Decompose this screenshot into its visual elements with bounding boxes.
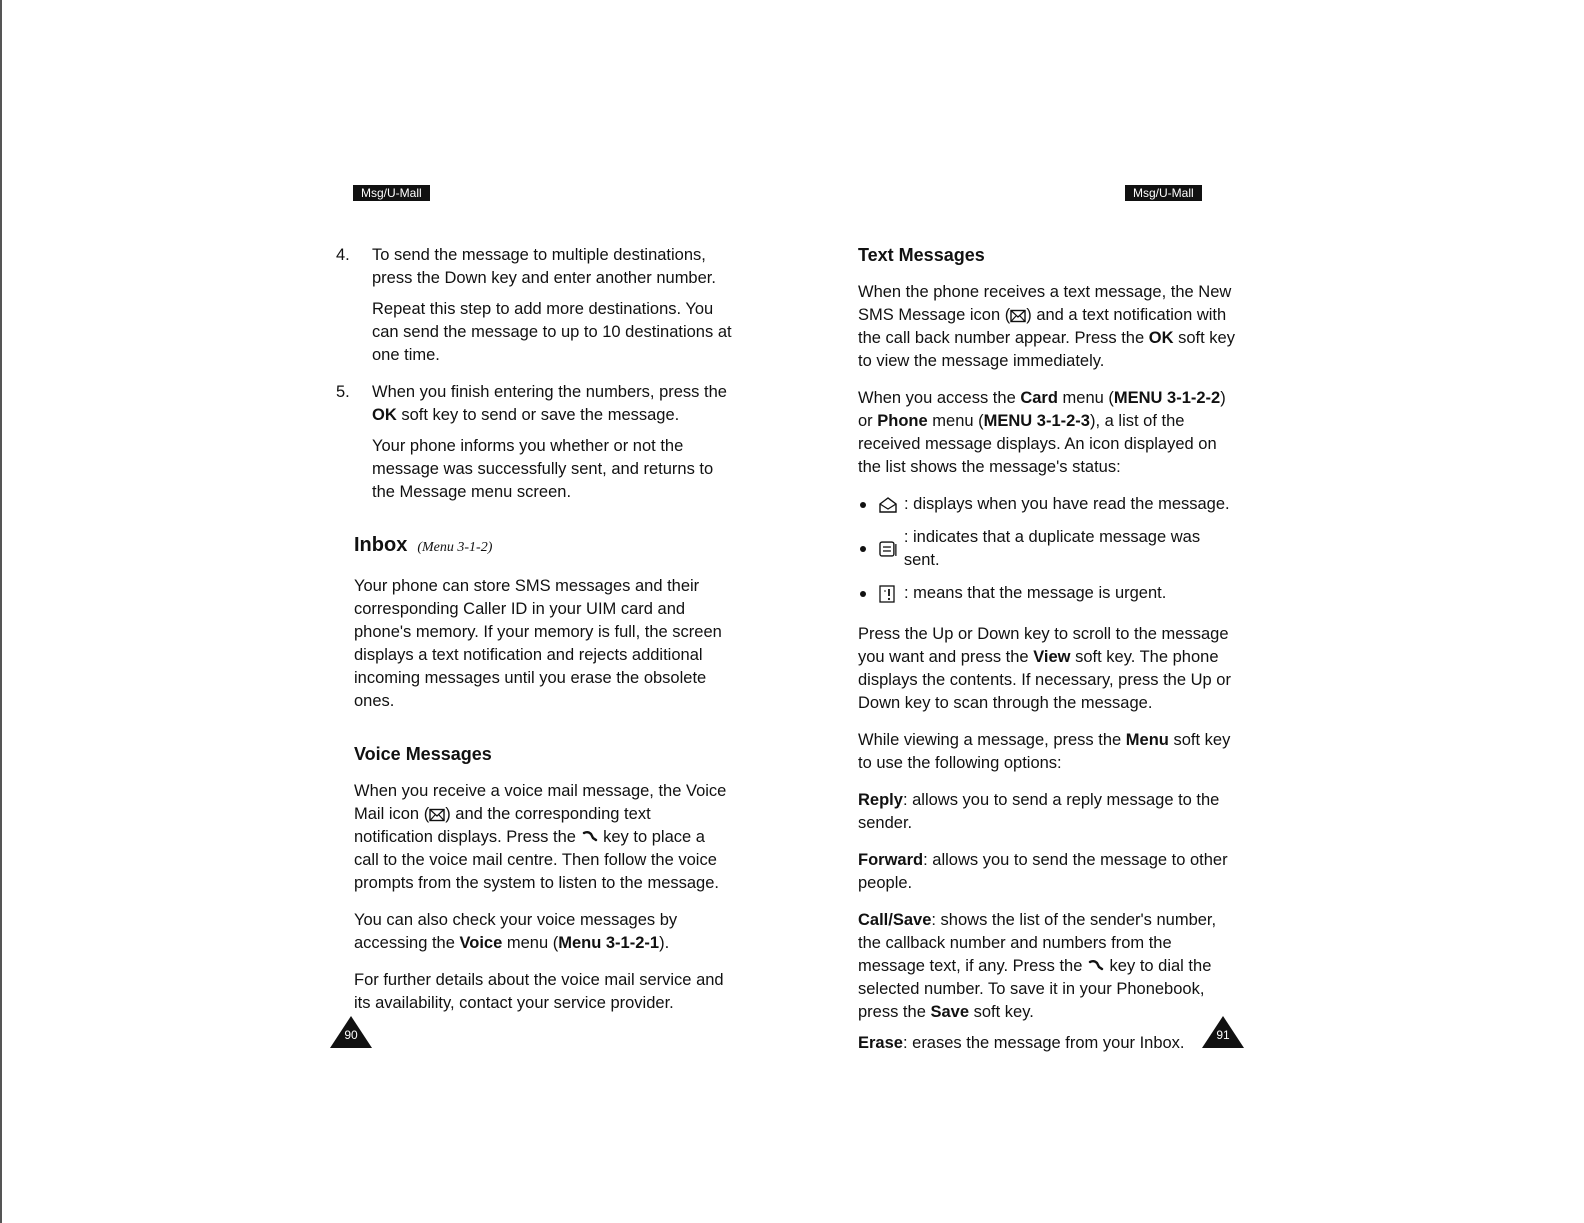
read-envelope-icon <box>878 496 898 514</box>
section-tab: Msg/U-Mall <box>1125 185 1202 201</box>
right-page <box>792 0 1584 1223</box>
erase-option: Erase: erases the message from your Inbox. <box>858 1034 1185 1052</box>
section-tab: Msg/U-Mall <box>353 185 430 201</box>
duplicate-message-icon <box>878 540 898 558</box>
inbox-heading: Inbox (Menu 3-1-2) <box>354 534 493 556</box>
list-item: : means that the message is urgent. <box>858 582 1238 605</box>
text-messages-heading: Text Messages <box>858 245 985 265</box>
send-key-icon <box>1087 959 1105 973</box>
sms-envelope-icon <box>1010 309 1026 323</box>
list-item: : displays when you have read the message. <box>858 493 1238 516</box>
menu-reference: (Menu 3-1-2) <box>417 540 493 555</box>
right-column <box>858 244 1238 1069</box>
status-icon-list <box>858 493 1238 605</box>
call-save-option: Call/Save: shows the list of the sender's number, the callback number and numbers from the message text, if any. Press the key to dial the selected number. To save it in your Phonebook, press the Save soft key. <box>858 911 1217 1021</box>
step-note: Repeat this step to add more destinations. You can send the message to up to 10 destinations at one time. <box>372 300 732 364</box>
voice-paragraph-2: You can also check your voice messages by accessing the Voice menu (Menu 3-1-2-1). <box>354 911 678 952</box>
step-note: Your phone informs you whether or not the message was successfully sent, and returns to the Message menu screen. <box>372 437 714 501</box>
step-number: 5. <box>336 383 350 401</box>
step-number: 4. <box>336 246 350 264</box>
step-4 <box>336 244 734 290</box>
voice-messages-heading: Voice Messages <box>354 744 492 764</box>
page-number-badge: 91 <box>1200 1014 1246 1050</box>
bullet <box>860 546 866 552</box>
ok-key-ref: OK <box>372 406 397 424</box>
voicemail-envelope-icon <box>429 808 445 822</box>
left-column <box>336 244 734 1029</box>
text-paragraph-2: When you access the Card menu (MENU 3-1-2-2) or Phone menu (MENU 3-1-2-3), a list of the received message displays. An icon displayed on the list shows the message's status: <box>858 389 1226 476</box>
forward-option: Forward: allows you to send the message to other people. <box>858 851 1228 892</box>
list-item: : indicates that a duplicate message was sent. <box>858 526 1238 572</box>
scroll-paragraph: Press the Up or Down key to scroll to the message you want and press the View soft key. The phone displays the contents. If necessary, press the Up or Down key to scan through the message. <box>858 625 1231 712</box>
inbox-paragraph: Your phone can store SMS messages and their corresponding Caller ID in your UIM card and phone's memory. If your memory is full, the screen displays a text notification and rejects additional incoming messages until you erase the obsolete ones. <box>354 577 722 710</box>
step-text: To send the message to multiple destinations, press the Down key and enter another number. <box>372 246 716 287</box>
bullet <box>860 591 866 597</box>
voice-paragraph-1: When you receive a voice mail message, the Voice Mail icon ( ) and the corresponding text notification displays. Press the key to place a call to the voice mail centre. Then follow the voice prompts from the system to listen to the message. <box>354 782 727 892</box>
step-5: 5. When you finish entering the numbers, press the OK soft key to send or save the message. <box>336 383 727 424</box>
bullet <box>860 502 866 508</box>
urgent-message-icon <box>878 585 898 603</box>
reply-option: Reply: allows you to send a reply message to the sender. <box>858 791 1220 832</box>
text-paragraph-1: When the phone receives a text message, the New SMS Message icon ( ) and a text notification with the call back number appear. Press the OK soft key to view the message immediately. <box>858 283 1235 370</box>
voice-paragraph-3: For further details about the voice mail service and its availability, contact your service provider. <box>354 971 724 1012</box>
send-key-icon <box>581 830 599 844</box>
menu-paragraph: While viewing a message, press the Menu soft key to use the following options: <box>858 731 1231 772</box>
page-number-badge: 90 <box>328 1014 374 1050</box>
